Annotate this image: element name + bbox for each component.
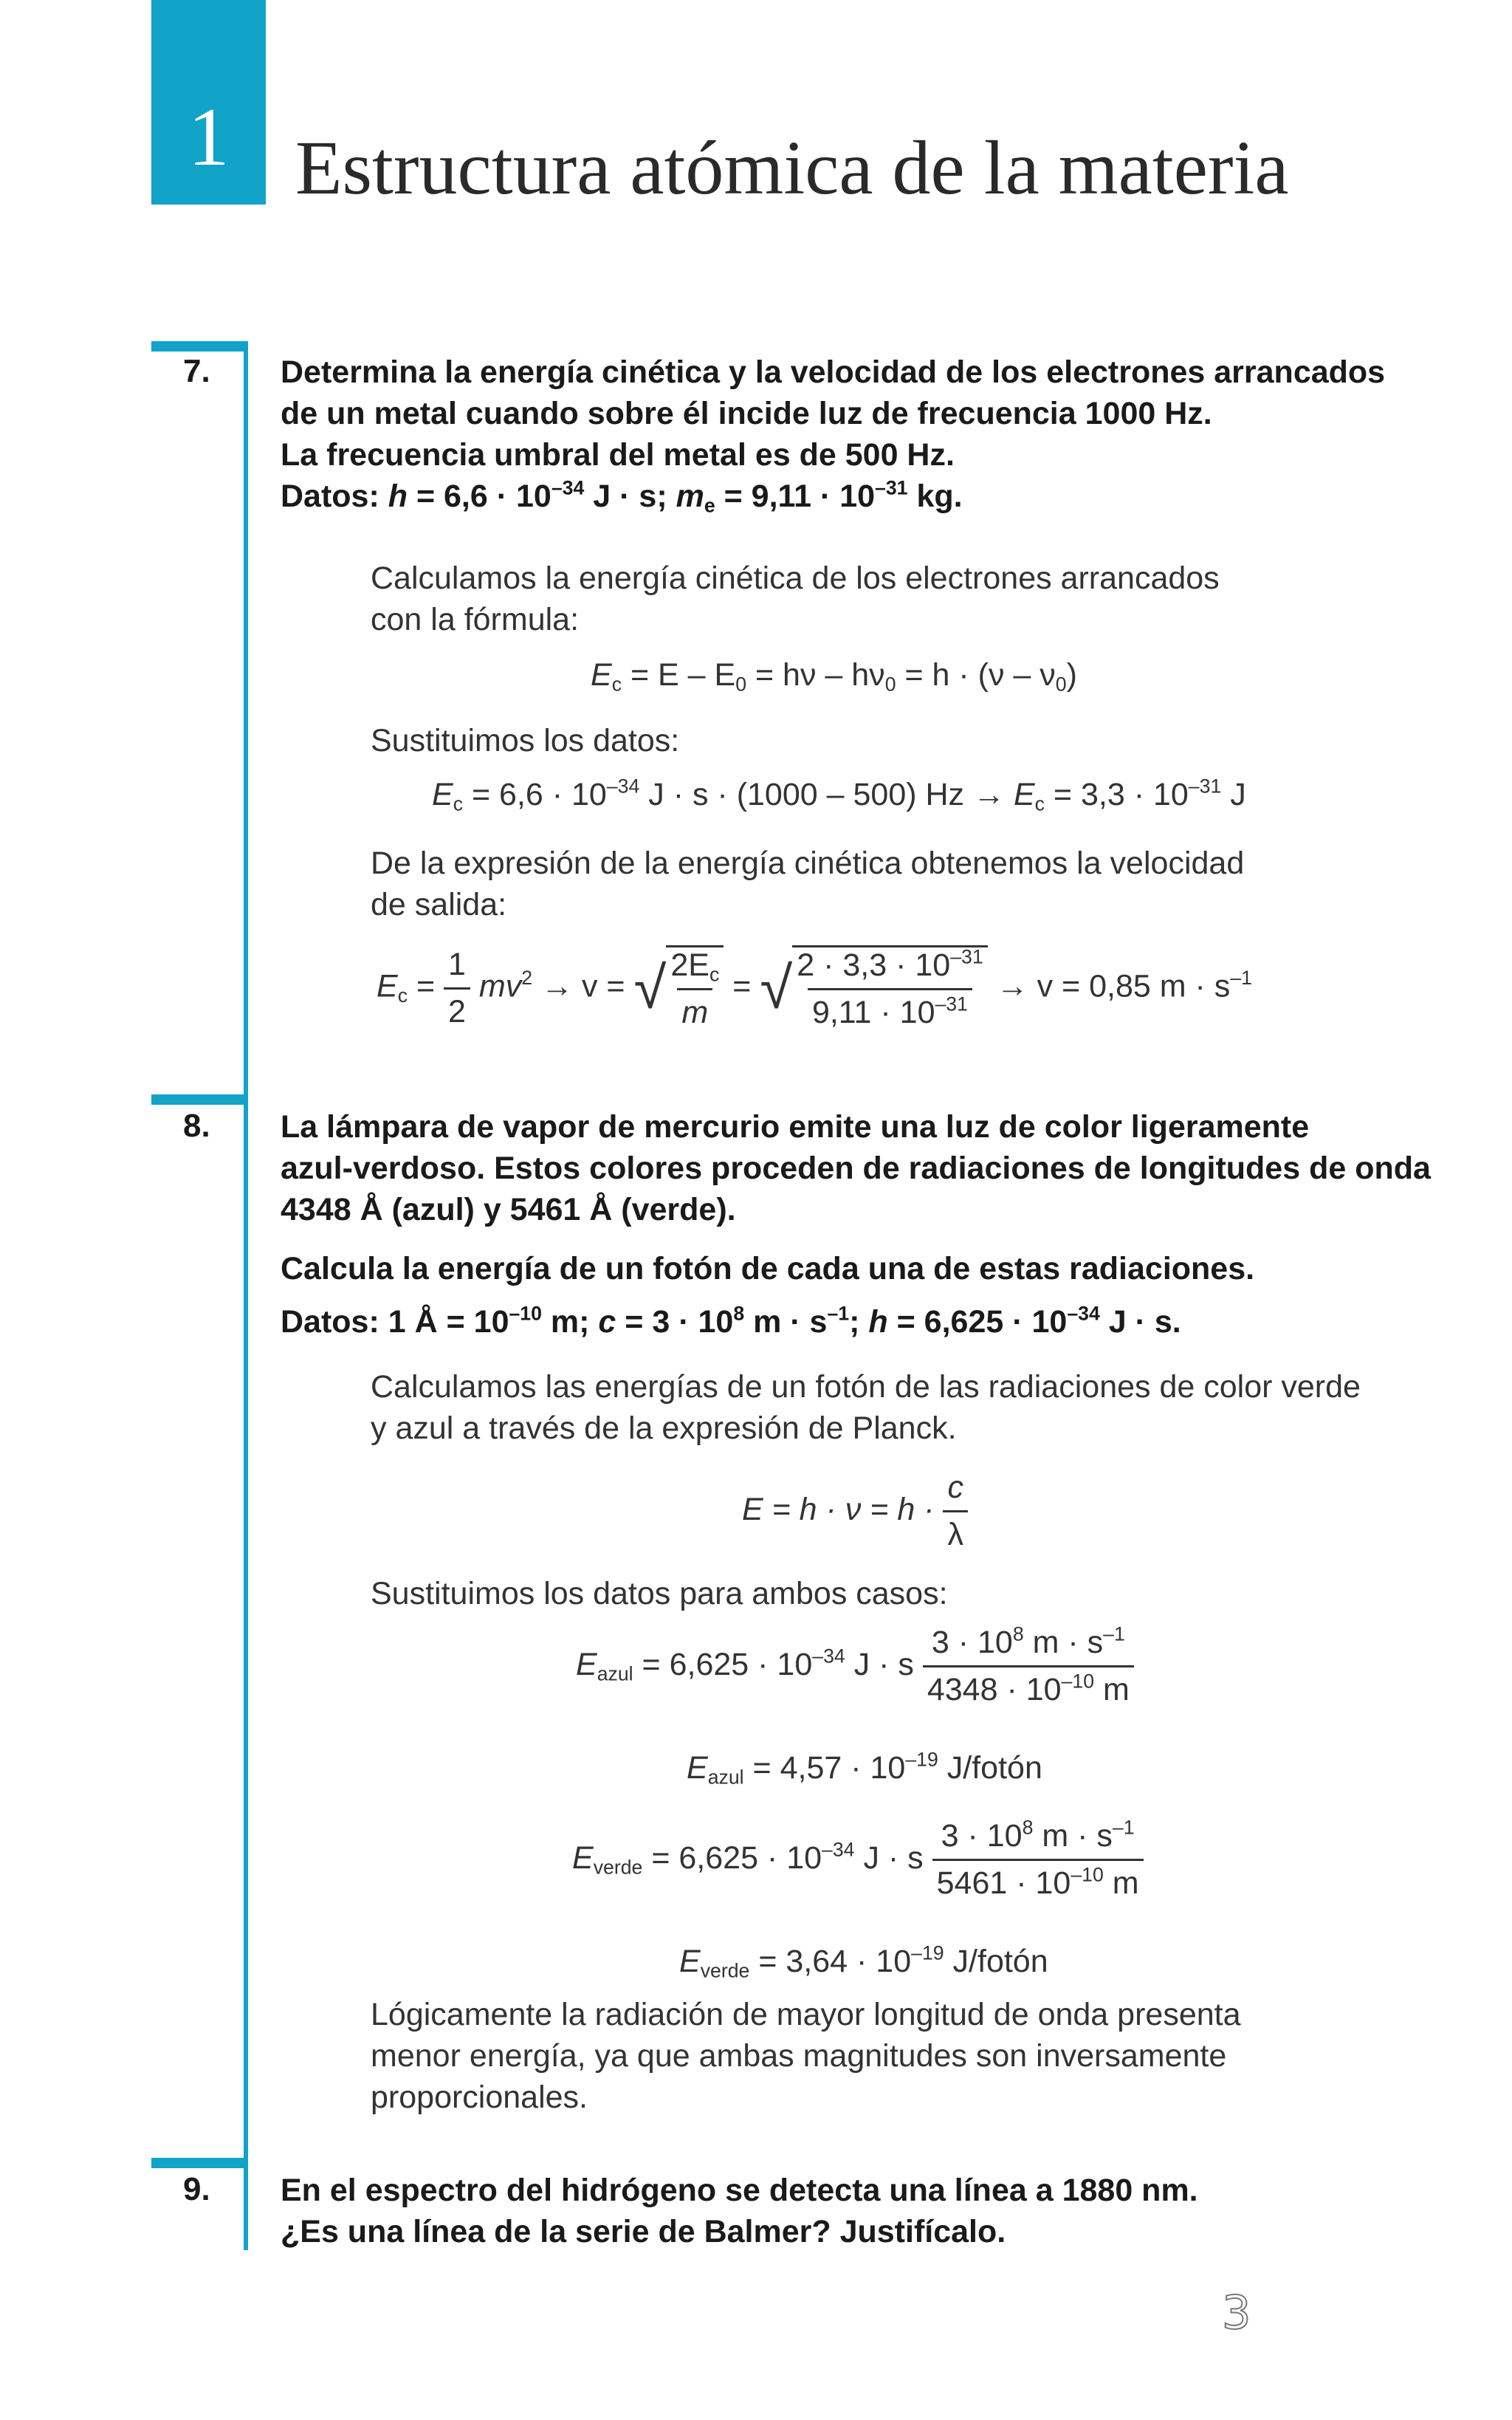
- question-line: La frecuencia umbral del metal es de 500 Hz.: [281, 437, 955, 473]
- energy-azul-equation: $E_{azul} = 6,625 \cdot 10^{-34}$ J · s $\frac{3 \cdot 10^8 m \cdot s^{-1}}{4348 \cdot 10^{-10} m}$: [576, 1625, 1134, 1708]
- energy-azul-result: $E_{azul} = 4,57 \cdot 10^{-19}$ J/fotón: [687, 1748, 1042, 1789]
- answer-text: Sustituimos los datos para ambos casos:: [371, 1576, 948, 1611]
- planck-equation: E = h · ν = h · $\frac{c}{\lambda}$: [742, 1470, 968, 1553]
- page-number: 3: [1222, 2286, 1251, 2340]
- question-8-rule: [244, 1094, 248, 2158]
- substitution-equation: $E_c = 6,6 \cdot 10^{-34}$ J · s · (1000 – 500) $Hz \to E_c = 3,3 \cdot 10^{-31}$ J: [432, 775, 1246, 815]
- question-8-text: [281, 1106, 1431, 1230]
- chapter-number: 1: [188, 92, 230, 183]
- question-7-bar: [151, 341, 248, 352]
- question-9-bar: [151, 2158, 248, 2168]
- energy-verde-result: $E_{verde} = 3,64 \cdot 10^{-19}$ J/fotón: [679, 1941, 1048, 1982]
- velocity-equation: $E_c$ = $\frac{1}{2}$ $mv^2 \to v$ = √ $\frac{2E_c}{m}$ = √ $\frac{2 \cdot 3,3 \cdot 10^{-31}}{9,11 \cdot 10^{-31}}$ → v = 0,85 $m \cdot s^{-1}$: [377, 945, 1252, 1030]
- question-line: En el espectro del hidrógeno se detecta una línea a 1880 nm.: [281, 2173, 1198, 2208]
- question-line: ¿Es una línea de la serie de Balmer? Justifícalo.: [281, 2214, 1006, 2249]
- chapter-title: Estructura atómica de la materia: [295, 126, 1289, 210]
- sqrt-icon: √: [633, 955, 667, 1021]
- energy-verde-equation: $E_{verde} = 6,625 \cdot 10^{-34}$ J · s $\frac{3 \cdot 10^8 m \cdot s^{-1}}{5461 \cdot 10^{-10} m}$: [572, 1818, 1144, 1902]
- question-9-rule: [244, 2158, 248, 2250]
- question-line: Determina la energía cinética y la velocidad de los electrones arrancados: [281, 354, 1386, 390]
- question-line: azul-verdoso. Estos colores proceden de radiaciones de longitudes de onda: [281, 1151, 1431, 1186]
- fraction: $\frac{2 \cdot 3,3 \cdot 10^{-31}}{9,11 \cdot 10^{-31}}$: [792, 945, 987, 1031]
- question-number: 8.: [183, 1108, 210, 1144]
- question-line: de un metal cuando sobre él incide luz de frecuencia 1000 Hz.: [281, 396, 1212, 431]
- sqrt-icon: √: [760, 955, 793, 1021]
- kinetic-energy-formula: $E_c = E - E_0 = h\nu - h\nu_0 = h \cdot (\nu - \nu_0)$: [591, 657, 1077, 696]
- question-8-bar: [151, 1094, 248, 1105]
- fraction: $\frac{3 \cdot 10^8 m \cdot s^{-1}}{4348 \cdot 10^{-10} m}$: [923, 1625, 1134, 1708]
- question-line: Calcula la energía de un fotón de cada una de estas radiaciones.: [281, 1251, 1255, 1286]
- fraction: $\frac{3 \cdot 10^8 m \cdot s^{-1}}{5461 \cdot 10^{-10} m}$: [932, 1818, 1144, 1902]
- answer-text: Calculamos la energía cinética de los electrones arrancados con la fórmula:: [371, 561, 1220, 637]
- question-number: 7.: [183, 353, 210, 389]
- answer-text: Lógicamente la radiación de mayor longitud de onda presenta menor energía, ya que ambas magnitudes son inversamente proporcionales.: [371, 1997, 1241, 2115]
- question-line: La lámpara de vapor de mercurio emite una luz de color ligeramente: [281, 1109, 1310, 1145]
- fraction: $\frac{2E_c}{m}$: [666, 945, 724, 1031]
- question-line: 4348 Å (azul) y 5461 Å (verde).: [281, 1192, 736, 1227]
- answer-text: Calculamos las energías de un fotón de las radiaciones de color verde y azul a través de la expresión de Planck.: [371, 1369, 1361, 1446]
- answer-text: Sustituimos los datos:: [371, 723, 680, 758]
- question-9-text: [281, 2170, 1388, 2252]
- question-data: Datos: 1 Å = $10^{-10}$ m; $c = 3 \cdot 10^8$ $m \cdot s^{-1}$; $h = 6,625 \cdot 10^{-34}$ J · s.: [281, 1302, 1181, 1340]
- fraction: $\frac{1}{2}$: [444, 947, 470, 1030]
- fraction: $\frac{c}{\lambda}$: [943, 1470, 968, 1553]
- question-number: 9.: [183, 2171, 210, 2207]
- chapter-number-box: [151, 0, 266, 205]
- question-7-text: [281, 352, 1388, 517]
- question-7-rule: [244, 341, 248, 1094]
- question-data: Datos: $h = 6,6 \cdot 10^{-34}$ J · s; $m_e = 9,11 \cdot 10^{-31}$ kg.: [281, 476, 963, 517]
- answer-text: De la expresión de la energía cinética obtenemos la velocidad de salida:: [371, 846, 1245, 922]
